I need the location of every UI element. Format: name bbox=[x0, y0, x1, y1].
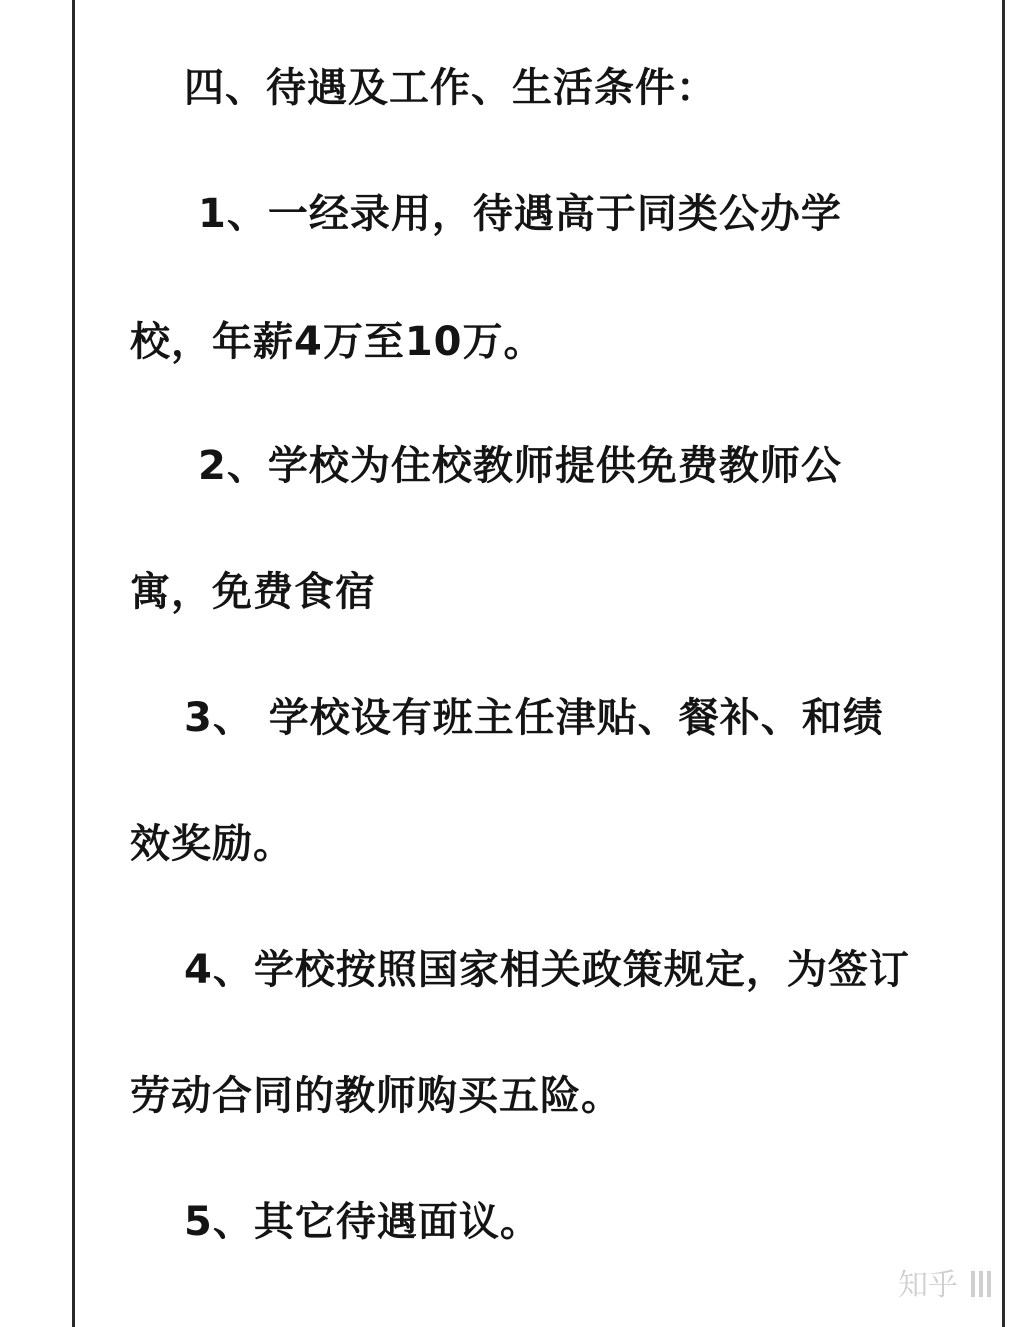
item-5-line-1: 5、其它待遇面议。 bbox=[184, 1199, 541, 1245]
item-2-line-2: 寓，免费食宿 bbox=[130, 569, 376, 615]
watermark-logo-icon bbox=[970, 1269, 996, 1299]
item-3-line-1: 3、 学校设有班主任津贴、餐补、和绩 bbox=[184, 695, 884, 741]
item-1-line-2: 校，年薪4万至10万。 bbox=[130, 319, 545, 365]
item-4-line-2: 劳动合同的教师购买五险。 bbox=[130, 1073, 622, 1119]
page-border-left bbox=[72, 0, 75, 1327]
item-4-line-1: 4、学校按照国家相关政策规定，为签订 bbox=[184, 947, 910, 993]
zhihu-watermark bbox=[898, 1268, 996, 1304]
section-title: 四、待遇及工作、生活条件： bbox=[184, 65, 717, 111]
item-2-line-1: 2、学校为住校教师提供免费教师公 bbox=[198, 443, 842, 489]
watermark-text: 知乎 bbox=[898, 1268, 958, 1303]
item-1-line-1: 1、一经录用，待遇高于同类公办学 bbox=[198, 191, 842, 237]
item-3-line-2: 效奖励。 bbox=[130, 821, 294, 867]
page-border-right bbox=[1002, 0, 1005, 1327]
